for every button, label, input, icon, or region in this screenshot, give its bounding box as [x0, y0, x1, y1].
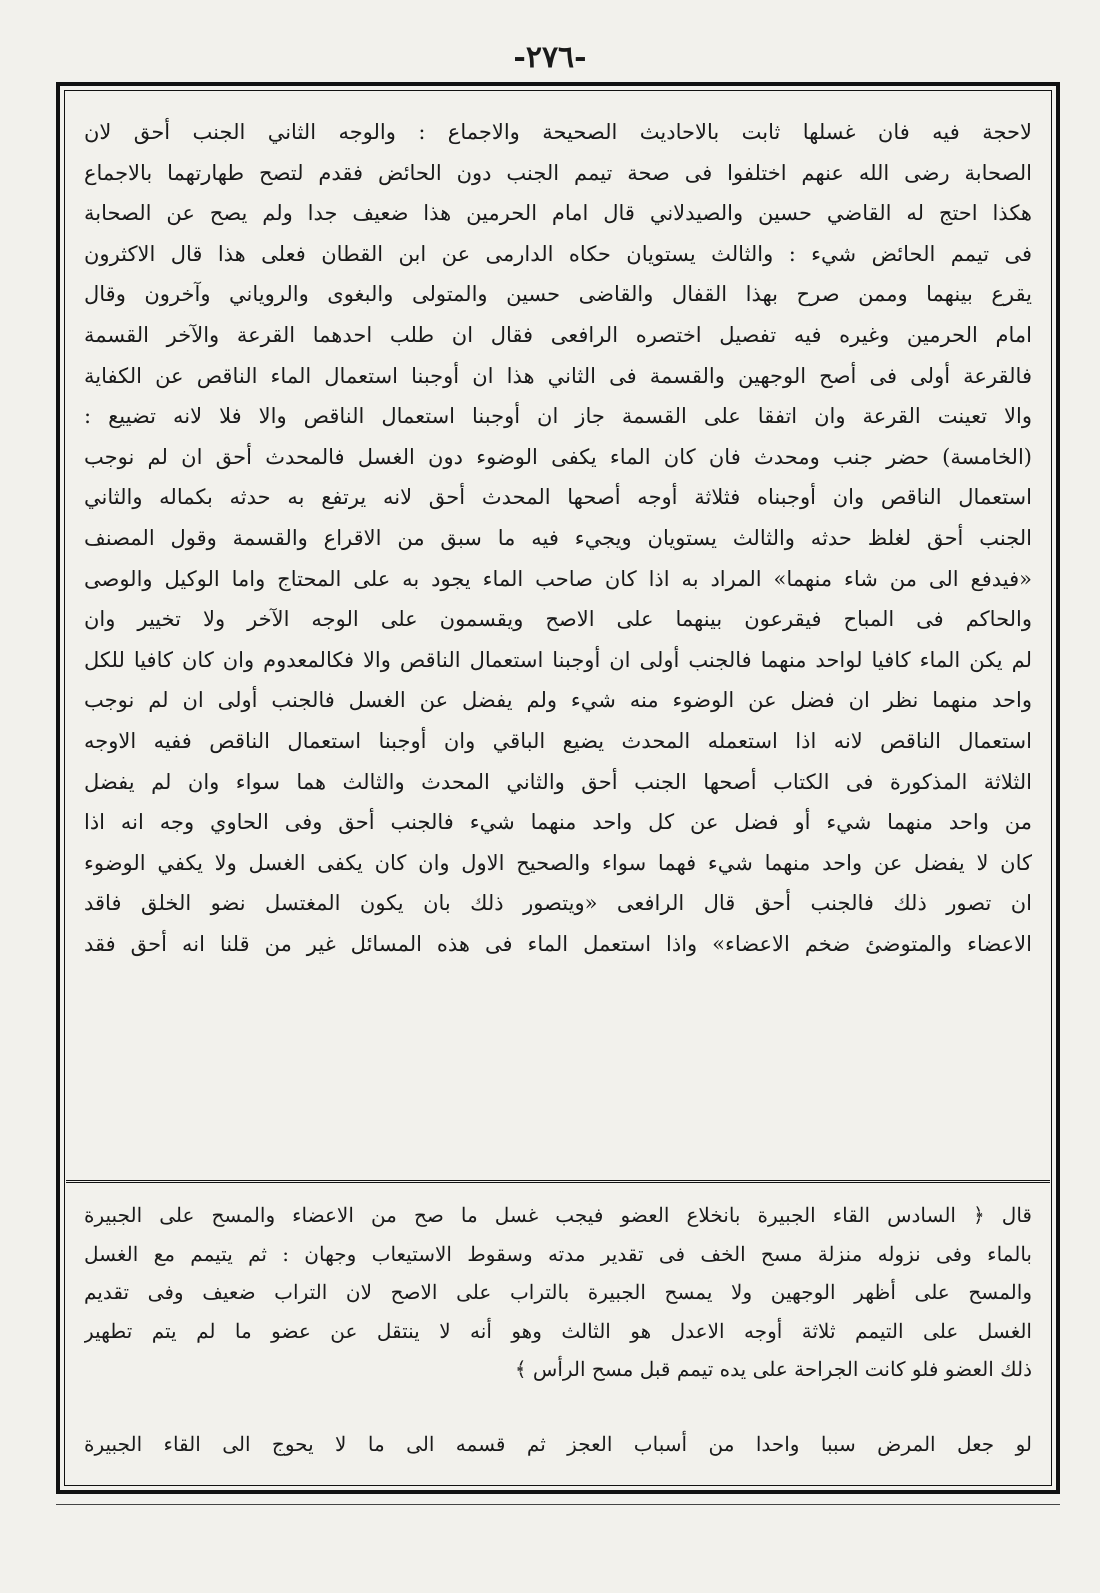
main-text-line: والحاكم فى المباح فيقرعون بينهما على الاصح ويقسمون على الوجه الآخر ولا تخيير وان — [84, 607, 1032, 632]
note-line: لو جعل المرض سببا واحدا من أسباب العجز ثم قسمه الى ما لا يحوج الى القاء الجبيرة — [84, 1432, 1032, 1456]
main-text-line: (الخامسة) حضر جنب ومحدث فان كان الماء يكفى الوضوء دون الغسل فالمحدث أحق ان لم نوجب — [84, 444, 1032, 469]
commentary-line: ذلك العضو فلو كانت الجراحة على يده تيمم قبل مسح الرأس ﴾ — [514, 1357, 1032, 1381]
main-text-line: واحد منهما نظر ان فضل عن الوضوء منه شيء ولم يفضل عن الغسل فالجنب أولى ان لم نوجب — [84, 688, 1032, 713]
main-text-line: كان لا يفضل عن واحد منهما شيء فهما سواء والصحيح الاول وان كان يكفى الغسل ولا يكفي الوضوء — [84, 850, 1032, 875]
main-text-line: الصحابة رضى الله عنهم اختلفوا فى صحة تيمم الجنب دون الحائض فقدم لتصح طهارتهما بالاجماع — [84, 160, 1032, 185]
main-text-line: هكذا احتج له القاضي حسين والصيدلاني قال امام الحرمين هذا ضعيف جدا ولم يصح عن الصحابة — [84, 201, 1032, 226]
main-text-line: ان تصور ذلك فالجنب أحق قال الرافعى «ويتصور ذلك بان يكون المغتسل نضو الخلق فاقد — [84, 891, 1032, 916]
main-text-block — [84, 112, 1032, 1172]
commentary-line: بالماء وفى نزوله منزلة مسح الخف فى تقدير مدته وسقوط الاستيعاب وجهان : ثم يتيمم مع الغسل — [84, 1241, 1032, 1266]
commentary-line: الغسل على التيمم ثلاثة أوجه الاعدل هو الثالث وهو أنه لا ينتقل عن عضو ما لم يتم تطهير — [84, 1318, 1032, 1343]
main-text-line: من واحد منهما شيء أو فضل عن كل واحد منهما شيء فالجنب أحق وفى الحاوي وجه انه اذا — [84, 810, 1032, 835]
main-text-line: استعمال الناقص وان أوجبناه فثلاثة أوجه أصحها المحدث أحق لانه يرتفع به حدثه بكماله والثاني — [84, 485, 1032, 510]
main-text-line: الثلاثة المذكورة فى الكتاب أصحها الجنب أحق والثاني المحدث والثالث هما سواء وان لم يفضل — [84, 769, 1032, 794]
commentary-text-block — [84, 1196, 1032, 1406]
main-text-line: فى تيمم الحائض شيء : والثالث يستويان حكاه الدارمى عن ابن القطان فعلى هذا قال الاكثرون — [84, 241, 1032, 266]
commentary-line: والمسح على أظهر الوجهين ولا يمسح الجبيرة بالتراب على الاصح لان التراب ضعيف وفى تقديم — [84, 1280, 1032, 1304]
main-text-line: الجنب أحق لغلظ حدثه والثالث يستويان ويجيء فيه ما سبق من الاقراع والقسمة وقول المصنف — [84, 525, 1032, 550]
main-text-line: استعمال الناقص لانه اذا استعمله المحدث يضيع الباقي وان أوجبنا استعمال الناقص ففيه الاوجه — [84, 728, 1032, 753]
main-text-line: امام الحرمين وغيره فيه تفصيل اختصره الرافعى فقال ان طلب احدهما القرعة والآخر القسمة — [84, 322, 1032, 347]
page-number: -٢٧٦- — [513, 40, 587, 75]
note-text-block — [84, 1424, 1032, 1468]
main-text-line: يقرع بينهما وممن صرح بهذا القفال والقاضى حسين والمتولى والبغوى والروياني وآخرون وقال — [84, 282, 1032, 307]
section-divider — [66, 1180, 1050, 1183]
main-text-line: لم يكن الماء كافيا لواحد منهما فالجنب أولى ان أوجبنا استعمال الناقص والا فكالمعدوم وان كان كافيا للكل — [84, 647, 1032, 672]
main-text-line: «فيدفع الى من شاء منهما» المراد به اذا كان صاحب الماء يجود به على المحتاج واما الوكيل والوصى — [84, 566, 1032, 591]
main-text-line: لاحجة فيه فان غسلها ثابت بالاحاديث الصحيحة والاجماع : والوجه الثاني الجنب أحق لان — [84, 120, 1032, 144]
main-text-line: والا تعينت القرعة وان اتفقا على القسمة جاز ان أوجبنا استعمال الناقص والا فلا لانه تضييع : — [84, 404, 1032, 429]
main-text-line: فالقرعة أولى فى أصح الوجهين والقسمة فى الثاني هذا ان أوجبنا استعمال الماء الناقص عن الكفاية — [84, 363, 1032, 388]
commentary-line: قال ﴿ السادس القاء الجبيرة بانخلاع العضو فيجب غسل ما صح من الاعضاء والمسح على الجبيرة — [84, 1203, 1032, 1227]
bottom-rule — [56, 1504, 1060, 1505]
main-text-line: الاعضاء والمتوضئ ضخم الاعضاء» واذا استعمل الماء فى هذه المسائل غير من قلنا انه أحق فقد — [84, 931, 1032, 956]
